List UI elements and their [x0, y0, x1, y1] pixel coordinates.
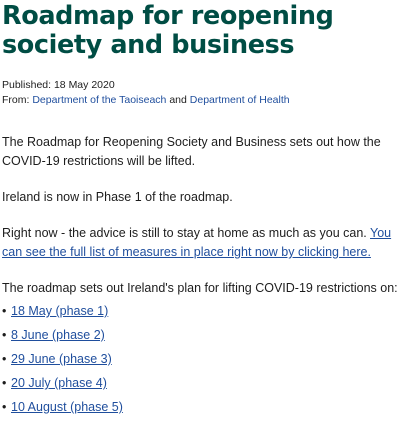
list-item: [2, 302, 413, 321]
advice-paragraph: [2, 224, 413, 262]
bullet-icon: •: [2, 376, 7, 390]
list-item: [2, 398, 413, 417]
phase-list: [2, 302, 413, 417]
department-health-link[interactable]: Department of Health: [189, 94, 290, 106]
publication-meta: [2, 78, 413, 108]
phase-4-link[interactable]: 20 July (phase 4): [11, 376, 107, 390]
bullet-icon: •: [2, 328, 7, 342]
intro-paragraph: The Roadmap for Reopening Society and Business sets out how the COVID-19 restrictions will be lifted.: [2, 135, 381, 168]
phase-5-link[interactable]: 10 August (phase 5): [11, 400, 123, 414]
phase-2-link[interactable]: 8 June (phase 2): [11, 328, 105, 342]
from-and: and: [169, 94, 187, 106]
bullet-icon: •: [2, 352, 7, 366]
advice-text: Right now - the advice is still to stay at home as much as you can.: [2, 226, 367, 240]
bullet-icon: •: [2, 304, 7, 318]
published-label: Published:: [2, 79, 52, 91]
list-item: [2, 350, 413, 369]
phase-1-link[interactable]: 18 May (phase 1): [11, 304, 109, 318]
measures-link[interactable]: You can see the full list of measures in place right now by clicking here.: [2, 226, 392, 259]
plan-intro-paragraph: The roadmap sets out Ireland's plan for lifting COVID-19 restrictions on:: [2, 281, 398, 295]
page-title: Roadmap for reopening society and business: [2, 1, 334, 60]
department-taoiseach-link[interactable]: Department of the Taoiseach: [32, 94, 167, 106]
bullet-icon: •: [2, 400, 7, 414]
phase-status-paragraph: Ireland is now in Phase 1 of the roadmap.: [2, 190, 233, 204]
article: [2, 0, 413, 422]
list-item: [2, 326, 413, 345]
published-date: 18 May 2020: [53, 79, 115, 91]
from-label: From:: [2, 94, 30, 106]
phase-3-link[interactable]: 29 June (phase 3): [11, 352, 112, 366]
list-item: [2, 374, 413, 393]
published-line: [2, 78, 413, 93]
from-line: [2, 93, 413, 108]
